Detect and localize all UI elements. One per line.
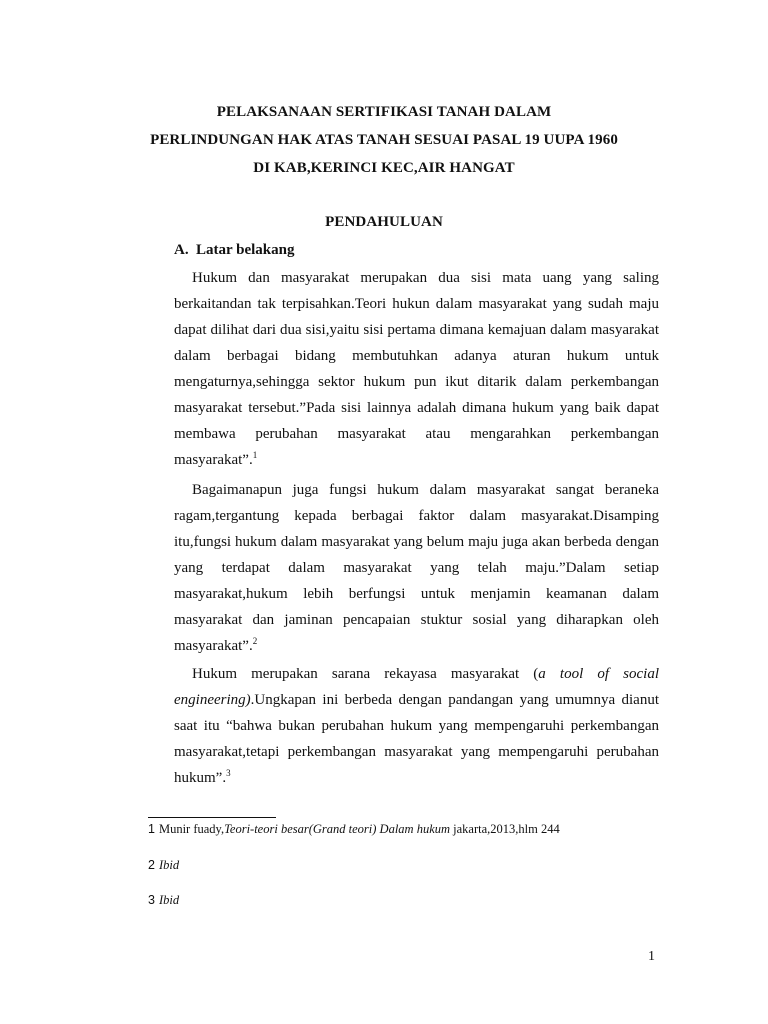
footnote-2-text: Ibid (158, 858, 180, 872)
footnote-ref-2[interactable]: 2 (252, 636, 258, 646)
footnote-3-number: 3 (148, 893, 155, 907)
footnote-2-number: 2 (148, 858, 155, 872)
paragraph-3-text-before: Hukum merupakan sarana rekayasa masyarakat ( (192, 666, 539, 682)
footnote-ref-1[interactable]: 1 (252, 450, 258, 460)
section-heading: PENDAHULUAN (325, 214, 443, 230)
paragraph-3-text-after: .Ungkapan ini berbeda dengan pandangan yang umumnya dianut saat itu “bahwa bukan perubahan hukum yang mempengaruhi perkembangan masyarakat,tetapi perkembangan masyarakat yang mempengaruhi perubahan hukum”. (174, 692, 659, 786)
paragraph-1 (174, 265, 659, 473)
subsection-heading (174, 242, 295, 259)
paragraph-3-italic: a tool of social engineering) (174, 666, 659, 708)
footnote-separator (148, 817, 276, 818)
footnote-2 (148, 858, 179, 873)
document-title-line-2: PERLINDUNGAN HAK ATAS TANAH SESUAI PASAL 19 UUPA 1960 (150, 132, 618, 148)
footnote-1-rest: jakarta,2013,hlm 244 (450, 822, 560, 836)
subsection-letter: A. (174, 242, 189, 258)
footnote-1-author: Munir fuady, (158, 822, 225, 836)
footnote-ref-3[interactable]: 3 (226, 768, 231, 778)
document-title-line-3: DI KAB,KERINCI KEC,AIR HANGAT (253, 160, 515, 176)
paragraph-3 (174, 661, 659, 791)
paragraph-2-text: Bagaimanapun juga fungsi hukum dalam masyarakat sangat beraneka ragam,tergantung kepada berbagai faktor dalam masyarakat.Disamping itu,fungsi hukum dalam masyarakat yang belum maju juga akan berbeda dengan yang terdapat dalam masyarakat yang telah maju.”Dalam setiap masyarakat,hukum lebih berfungsi untuk menjamin keamanan dalam masyarakat dan jaminan pencapaian stuktur sosial yang diharapkan oleh masyarakat”. (174, 482, 659, 654)
footnote-1 (148, 822, 560, 837)
footnote-1-number: 1 (148, 822, 155, 836)
footnote-3 (148, 893, 179, 908)
paragraph-1-text: Hukum dan masyarakat merupakan dua sisi mata uang yang saling berkaitandan tak terpisahkan.Teori hukun dalam masyarakat yang sudah maju dapat dilihat dari dua sisi,yaitu sisi pertama dimana kemajuan dalam masyarakat dalam berbagai bidang membutuhkan adanya aturan hukum untuk mengaturnya,sehingga sektor hukum pun ikut ditarik dalam perkembangan masyarakat tersebut.”Pada sisi lainnya adalah dimana hukum yang baik dapat membawa perubahan masyarakat atau mengarahkan perkembangan masyarakat”. (174, 270, 659, 468)
document-title-line-1: PELAKSANAAN SERTIFIKASI TANAH DALAM (216, 104, 552, 120)
footnote-1-title: Teori-teori besar(Grand teori) Dalam hukum (224, 822, 451, 836)
footnote-3-text: Ibid (158, 893, 180, 907)
subsection-title: Latar belakang (196, 242, 295, 258)
page-number: 1 (648, 949, 655, 964)
paragraph-2 (174, 477, 659, 659)
